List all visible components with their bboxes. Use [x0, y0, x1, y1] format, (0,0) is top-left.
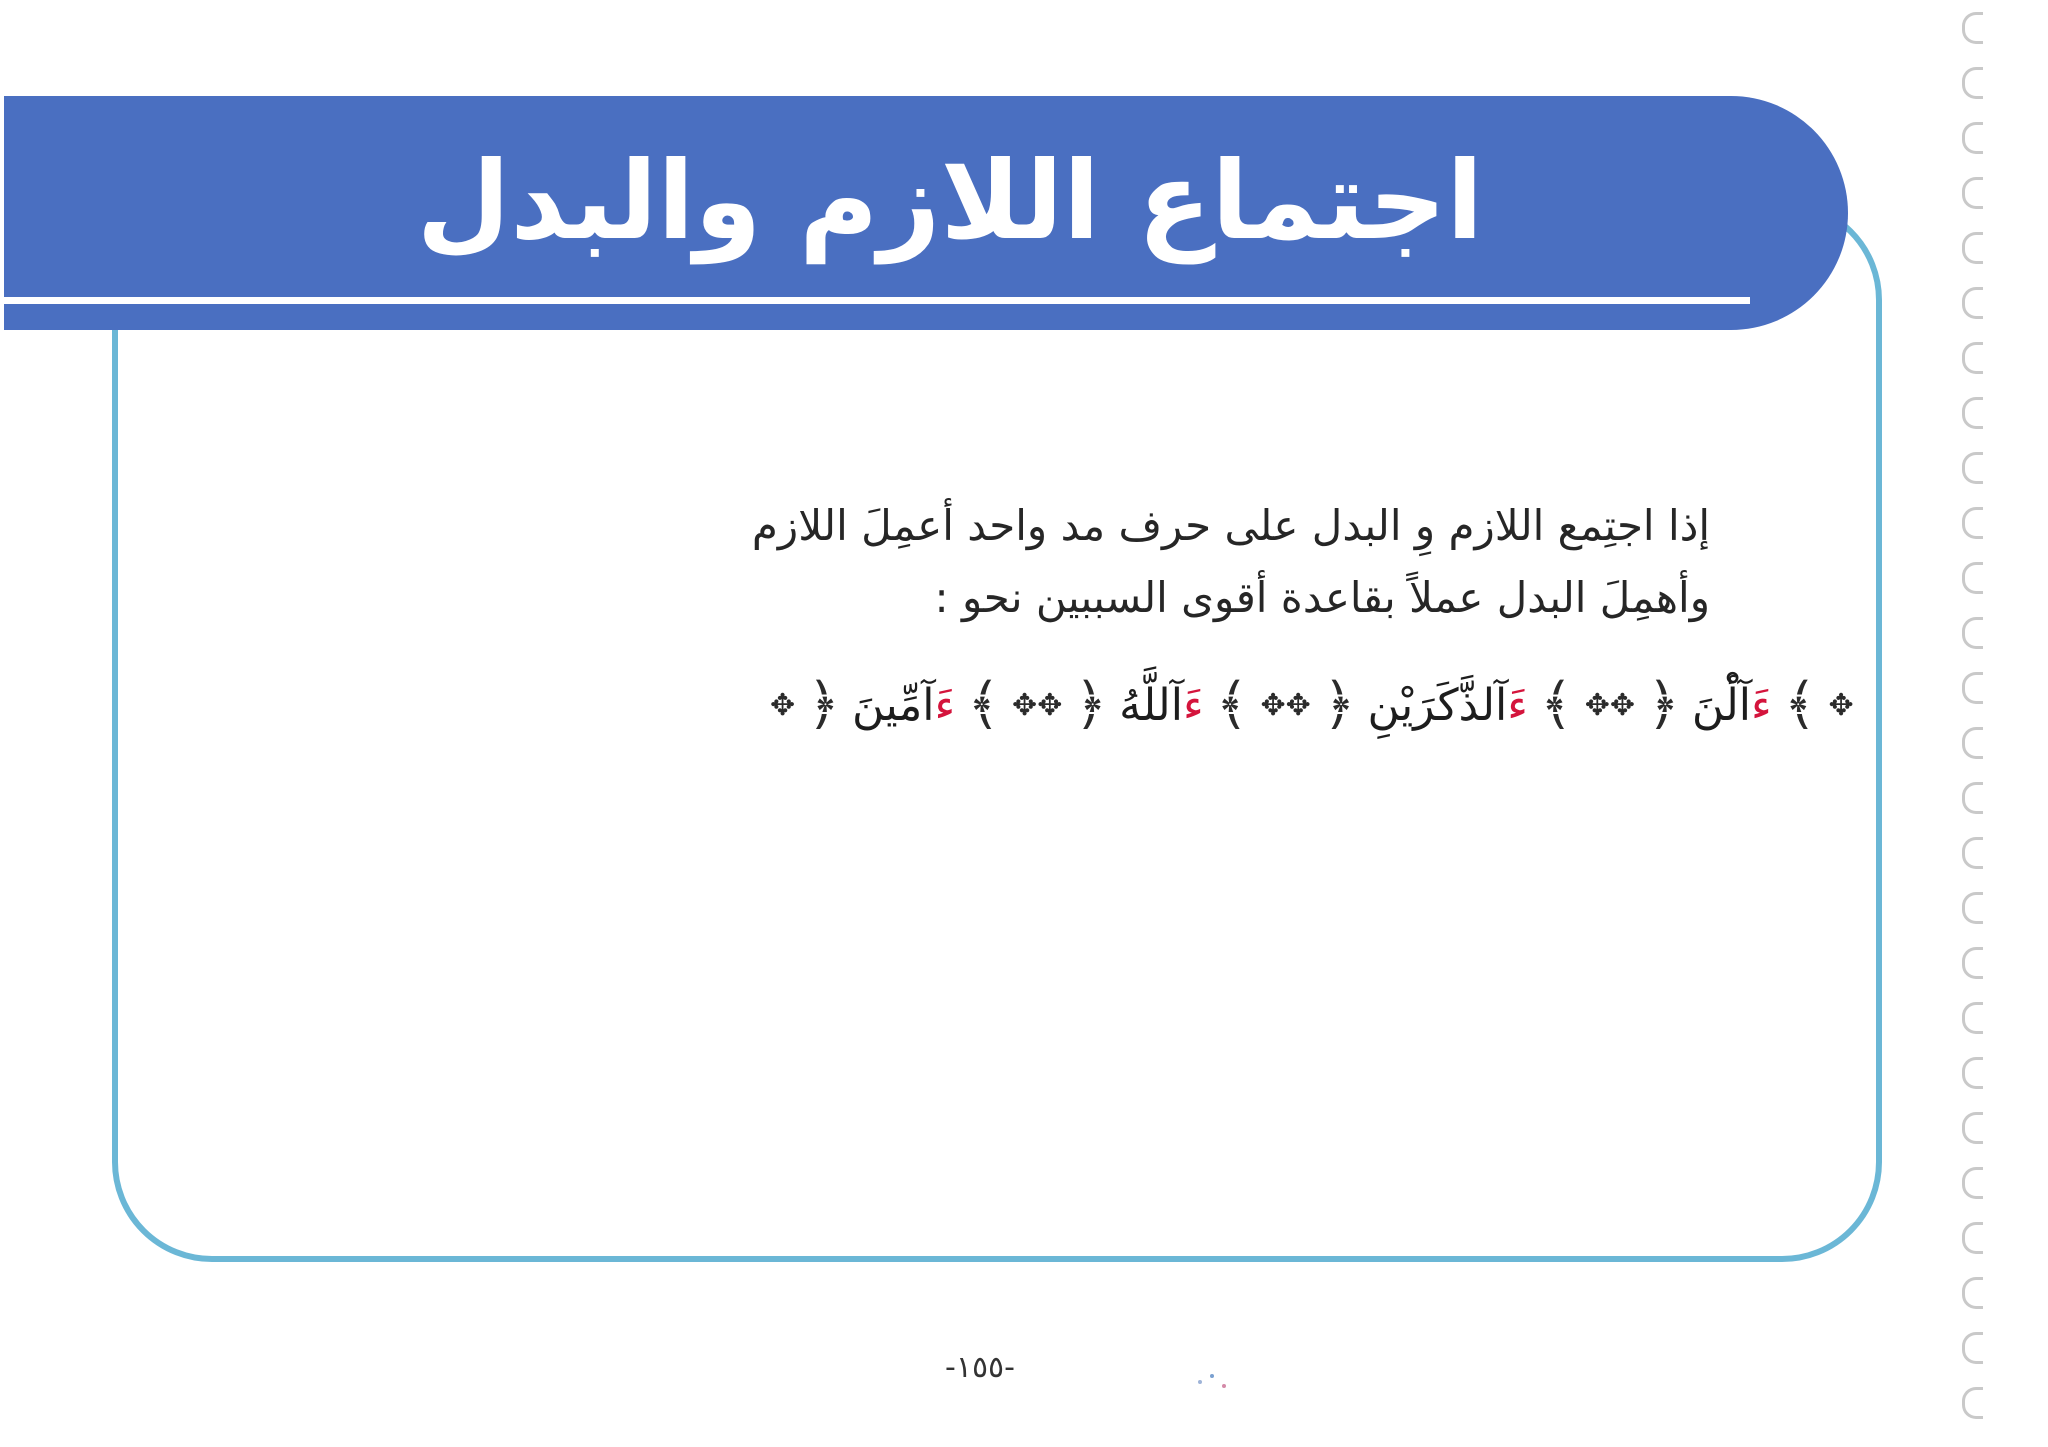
- binding-ring: [1962, 1057, 1983, 1089]
- binding-ring: [1962, 837, 1983, 869]
- binding-ring: [1962, 1387, 1983, 1419]
- example-text: [1368, 680, 1528, 731]
- ornament-icon: ✥: [1609, 687, 1636, 723]
- close-bracket: ﴾: [1215, 672, 1249, 737]
- word-rest: آمِّينَ: [851, 679, 935, 731]
- hamza-mark: ءَ: [1507, 679, 1528, 731]
- binding-ring: [1962, 342, 1983, 374]
- binding-ring: [1962, 1277, 1983, 1309]
- binding-ring: [1962, 397, 1983, 429]
- binding-ring: [1962, 782, 1983, 814]
- example-word: [1609, 672, 1854, 737]
- close-bracket: ﴾: [1783, 672, 1817, 737]
- examples-row: [770, 655, 1854, 755]
- hamza-mark: ءَ: [934, 679, 956, 731]
- rule-line-2: وأهمِلَ البدل عملاً بقاعدة أقوى السببين نحو :: [934, 573, 1710, 622]
- ornament-icon: ✥: [1285, 687, 1311, 723]
- ornament-icon: ✥: [1584, 687, 1610, 723]
- word-rest: آلذَّكَرَيْنِ: [1367, 679, 1508, 731]
- ornament-icon: ✥: [1012, 687, 1038, 723]
- page-number: -١٥٥-: [945, 1350, 1015, 1385]
- ornament-icon: ✥: [1828, 687, 1854, 723]
- binding-ring: [1962, 287, 1983, 319]
- binding-ring: [1962, 892, 1983, 924]
- ornament-icon: ✥: [770, 687, 796, 723]
- binding-ring: [1962, 177, 1983, 209]
- close-bracket: ﴾: [1539, 672, 1573, 737]
- binding-ring: [1962, 672, 1983, 704]
- binding-ring: [1962, 1222, 1983, 1254]
- page-title: اجتماع اللازم والبدل: [416, 139, 1484, 264]
- binding-ring: [1962, 12, 1983, 44]
- ornament-icon: ✥: [1037, 687, 1063, 723]
- binding-rings: [1962, 12, 1990, 1442]
- open-bracket: ﴿: [1074, 672, 1108, 737]
- word-rest: آلْٔنَ: [1691, 679, 1751, 731]
- open-bracket: ﴿: [1322, 672, 1356, 737]
- binding-ring: [1962, 1002, 1983, 1034]
- ornament-icon: ✥: [1260, 687, 1286, 723]
- close-bracket: ﴾: [967, 672, 1001, 737]
- banner-underline: [4, 297, 1750, 304]
- binding-ring: [1962, 507, 1983, 539]
- example-text: [852, 680, 955, 731]
- print-speck: [1198, 1372, 1238, 1392]
- open-bracket: ﴿: [807, 672, 840, 737]
- example-word: [770, 672, 1038, 737]
- example-word: [1285, 672, 1610, 737]
- open-bracket: ﴿: [1647, 672, 1680, 737]
- binding-ring: [1962, 727, 1983, 759]
- rule-line-1: إذا اجتِمع اللازم وِ البدل على حرف مد واحد أعمِلَ اللازم: [751, 501, 1710, 550]
- example-word: [1037, 672, 1286, 737]
- rule-paragraph: [660, 490, 1710, 634]
- binding-ring: [1962, 1112, 1983, 1144]
- binding-ring: [1962, 947, 1983, 979]
- binding-ring: [1962, 452, 1983, 484]
- binding-ring: [1962, 1332, 1983, 1364]
- example-text: [1119, 680, 1204, 731]
- hamza-mark: ءَ: [1182, 679, 1204, 731]
- binding-ring: [1962, 617, 1983, 649]
- hamza-mark: ءَ: [1750, 679, 1772, 731]
- example-text: [1692, 680, 1772, 731]
- binding-ring: [1962, 562, 1983, 594]
- binding-ring: [1962, 67, 1983, 99]
- word-rest: آللَّهُ: [1119, 679, 1183, 731]
- binding-ring: [1962, 122, 1983, 154]
- binding-ring: [1962, 1167, 1983, 1199]
- binding-ring: [1962, 232, 1983, 264]
